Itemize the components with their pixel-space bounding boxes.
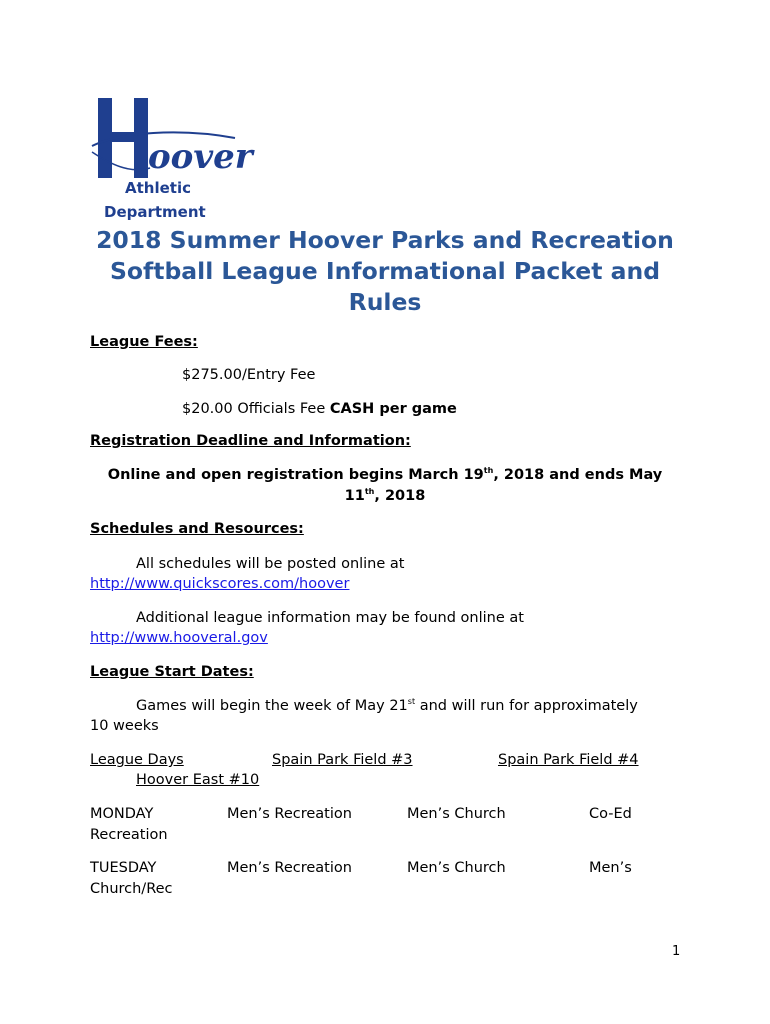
title-line-2: Softball League Informational Packet and (109, 257, 661, 285)
svg-text:oover: oover (148, 137, 253, 177)
row-tuesday-field-4: Men’s Church (407, 860, 506, 876)
registration-sup-1: th (483, 466, 494, 476)
header-field-3: Spain Park Field #3 (272, 752, 413, 768)
row-tuesday-day: TUESDAY (90, 860, 157, 876)
row-tuesday-east-10-cont: Church/Rec (90, 881, 173, 897)
start-dates-heading: League Start Dates: (90, 664, 254, 680)
officials-fee-cash: CASH per game (329, 401, 457, 417)
row-monday-east-10-cont: Recreation (90, 827, 168, 843)
row-monday-field-3: Men’s Recreation (227, 806, 352, 822)
header-league-days: League Days (90, 752, 184, 768)
schedules-heading: Schedules and Resources: (90, 521, 304, 537)
schedules-text: All schedules will be posted online at (136, 556, 405, 572)
row-tuesday-east-10: Men’s (589, 860, 632, 876)
registration-text-b: , 2018 and ends May (493, 467, 663, 483)
title-line-3: Rules (348, 288, 422, 316)
start-text-b: and will run for approximately (415, 698, 638, 714)
row-monday-day: MONDAY (90, 806, 154, 822)
row-monday-east-10: Co-Ed (589, 806, 632, 822)
registration-line-1 (0, 467, 770, 483)
fees-heading: League Fees: (90, 334, 198, 350)
row-monday-field-4: Men’s Church (407, 806, 506, 822)
page-number: 1 (672, 944, 681, 959)
registration-text-c: 11 (344, 488, 365, 504)
header-field-4: Spain Park Field #4 (498, 752, 639, 768)
start-sup: st (407, 697, 416, 707)
row-tuesday-field-3: Men’s Recreation (227, 860, 352, 876)
officials-fee-text: $20.00 Officials Fee (182, 401, 330, 417)
quickscores-link[interactable]: http://www.quickscores.com/hoover (90, 576, 350, 592)
start-line-2: 10 weeks (90, 718, 159, 734)
title-line-1: 2018 Summer Hoover Parks and Recreation (96, 226, 674, 254)
registration-line-2 (0, 488, 770, 504)
entry-fee: $275.00/Entry Fee (182, 367, 316, 383)
start-line-1 (136, 698, 638, 714)
header-east-10: Hoover East #10 (136, 772, 260, 788)
registration-sup-2: th (364, 487, 375, 497)
logo-subtitle-cut: Department (104, 203, 206, 221)
registration-heading: Registration Deadline and Information: (90, 433, 411, 449)
hooveral-link[interactable]: http://www.hooveral.gov (90, 630, 268, 646)
logo-subtitle: Athletic (125, 179, 191, 197)
additional-info-text: Additional league information may be found online at (136, 610, 524, 626)
start-text-a: Games will begin the week of May 21 (136, 698, 408, 714)
officials-fee (182, 401, 457, 417)
registration-text-d: , 2018 (374, 488, 426, 504)
registration-text-a: Online and open registration begins March 19 (107, 467, 484, 483)
